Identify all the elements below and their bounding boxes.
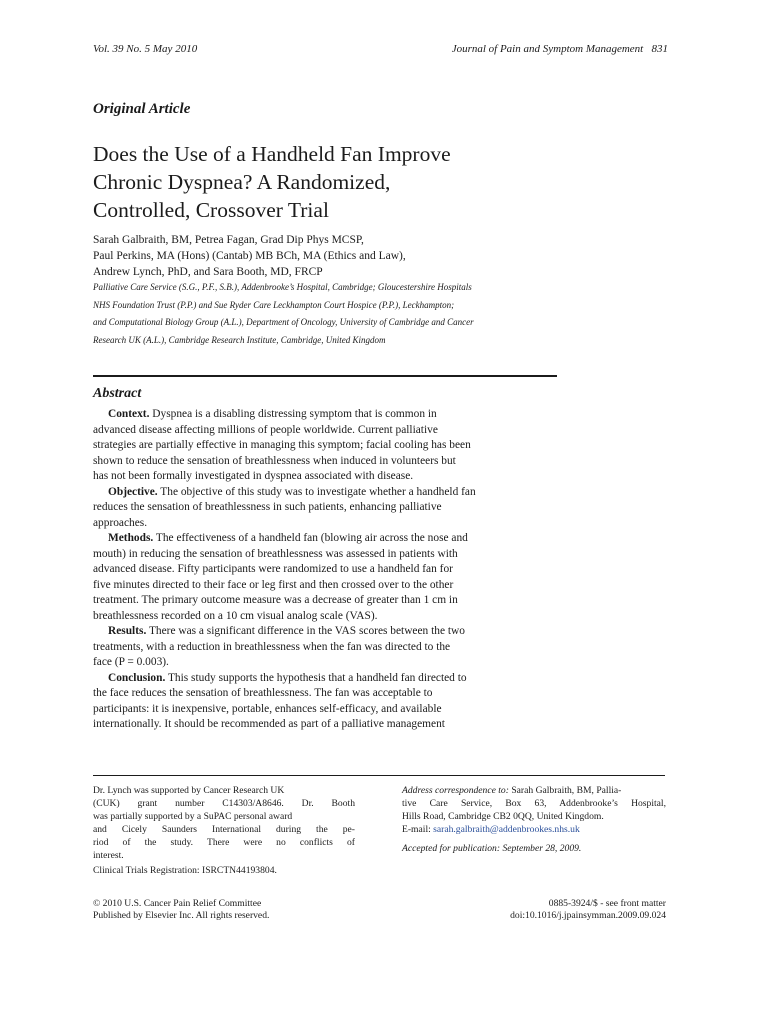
abstract-line: participants: it is inexpensive, portable, enhances self-efficacy, and available xyxy=(93,702,442,715)
author-line: Andrew Lynch, PhD, and Sara Booth, MD, FRCP xyxy=(93,266,323,278)
funding-footnote xyxy=(93,784,355,877)
author-line: Sarah Galbraith, BM, Petrea Fagan, Grad Dip Phys MCSP, xyxy=(93,234,364,246)
article-title xyxy=(93,140,563,224)
doi-line: doi:10.1016/j.jpainsymman.2009.09.024 xyxy=(510,910,666,921)
footnote-rule xyxy=(93,775,665,776)
footnote-line: (CUK) grant number C14303/A8646. Dr. Booth xyxy=(93,798,355,809)
abstract-line: the face reduces the sensation of breathlessness. The fan was acceptable to xyxy=(93,687,433,699)
accepted-date: Accepted for publication: September 28, 2009. xyxy=(402,843,582,854)
title-line: Chronic Dyspnea? A Randomized, xyxy=(93,170,391,194)
affiliation-line: Research UK (A.L.), Cambridge Research Institute, Cambridge, United Kingdom xyxy=(93,334,386,345)
footnote-line: riod of the study. There were no conflicts of xyxy=(93,837,355,848)
author-list xyxy=(93,232,406,280)
conclusion-label: Conclusion. xyxy=(108,671,166,684)
affiliation-line: and Computational Biology Group (A.L.), Department of Oncology, University of Cambridge and Cancer xyxy=(93,317,474,328)
copyright-line: Published by Elsevier Inc. All rights reserved. xyxy=(93,910,270,921)
abstract-line: face (P = 0.003). xyxy=(93,656,169,668)
abstract-top-rule xyxy=(93,375,557,377)
abstract-line: treatments, with a reduction in breathlessness when the fan was directed to the xyxy=(93,640,451,653)
copyright-line: © 2010 U.S. Cancer Pain Relief Committee xyxy=(93,898,262,909)
running-head-journal: Journal of Pain and Symptom Management 831 xyxy=(451,43,668,55)
affiliations xyxy=(93,279,474,349)
abstract-line: Results. There was a significant difference in the VAS scores between the two xyxy=(108,625,465,637)
abstract-line: advanced disease. Fifty participants were randomized to use a handheld fan for xyxy=(93,563,453,575)
abstract-heading: Abstract xyxy=(93,386,142,401)
abstract-line: internationally. It should be recommended as part of a palliative management xyxy=(93,718,445,730)
affiliation-line: NHS Foundation Trust (P.P.) and Sue Ryder Care Leckhampton Court Hospice (P.P.), Leckhampton; xyxy=(93,299,455,310)
abstract-line: treatment. The primary outcome measure was a decrease of greater than 1 cm in xyxy=(93,594,458,606)
abstract-line: Methods. The effectiveness of a handheld fan (blowing air across the nose and xyxy=(108,532,468,544)
abstract-line: Context. Dyspnea is a disabling distressing symptom that is common in xyxy=(108,408,437,420)
address-label: Address correspondence to: xyxy=(402,785,509,796)
abstract-line: reduces the sensation of breathlessness in such patients, enhancing palliative xyxy=(93,501,442,513)
methods-label: Methods. xyxy=(108,532,154,544)
trial-registration: Clinical Trials Registration: ISRCTN44193804. xyxy=(93,865,277,876)
footnote-line: tive Care Service, Box 63, Addenbrooke’s Hospital, xyxy=(402,798,666,809)
abstract-line: five minutes directed to their face or leg first and then crossed over to the other xyxy=(93,578,454,591)
author-line: Paul Perkins, MA (Hons) (Cantab) MB BCh, MA (Ethics and Law), xyxy=(93,250,406,262)
abstract-line: has not been formally investigated in dyspnea associated with disease. xyxy=(93,470,414,482)
abstract-line: advanced disease affecting millions of people worldwide. Current palliative xyxy=(93,423,438,436)
footnote-line: Hills Road, Cambridge CB2 0QQ, United Kingdom. xyxy=(402,811,604,822)
abstract-line: approaches. xyxy=(93,516,148,529)
correspondence-footnote xyxy=(402,784,666,855)
issn-line: 0885-3924/$ - see front matter xyxy=(548,898,666,909)
objective-label: Objective. xyxy=(108,485,158,498)
running-head-volume: Vol. 39 No. 5 May 2010 xyxy=(93,43,198,55)
abstract-line: Conclusion. This study supports the hypothesis that a handheld fan directed to xyxy=(108,671,467,684)
abstract-line: Objective. The objective of this study was to investigate whether a handheld fan xyxy=(108,485,476,498)
context-label: Context. xyxy=(108,408,150,420)
copyright xyxy=(93,898,269,922)
footnote-line: interest. xyxy=(93,850,124,861)
title-line: Does the Use of a Handheld Fan Improve xyxy=(93,142,451,166)
footnote-line xyxy=(402,823,666,836)
issn-doi xyxy=(510,898,666,922)
email-label: E-mail: xyxy=(402,824,434,835)
abstract-line: breathlessness recorded on a 10 cm visual analog scale (VAS). xyxy=(93,609,378,622)
footnote-line: and Cicely Saunders International during the pe- xyxy=(93,824,355,835)
title-line: Controlled, Crossover Trial xyxy=(93,198,329,222)
results-label: Results. xyxy=(108,625,147,637)
email-link[interactable]: sarah.galbraith@addenbrookes.nhs.uk xyxy=(433,824,580,835)
footnote-line: Dr. Lynch was supported by Cancer Research UK xyxy=(93,785,285,796)
footnote-line: was partially supported by a SuPAC personal award xyxy=(93,811,293,822)
section-label: Original Article xyxy=(93,101,191,117)
affiliation-line: Palliative Care Service (S.G., P.F., S.B.), Addenbrooke’s Hospital, Cambridge; Gloucestershire Hospitals xyxy=(93,282,472,292)
footnote-line: Address correspondence to: Sarah Galbraith, BM, Pallia- xyxy=(402,785,622,796)
abstract-line: strategies are partially effective in managing this symptom; facial cooling has been xyxy=(93,439,471,451)
abstract-body xyxy=(93,407,557,733)
abstract-line: shown to reduce the sensation of breathlessness when induced in volunteers but xyxy=(93,454,456,467)
abstract-line: mouth) in reducing the sensation of breathlessness was assessed in patients with xyxy=(93,547,458,560)
